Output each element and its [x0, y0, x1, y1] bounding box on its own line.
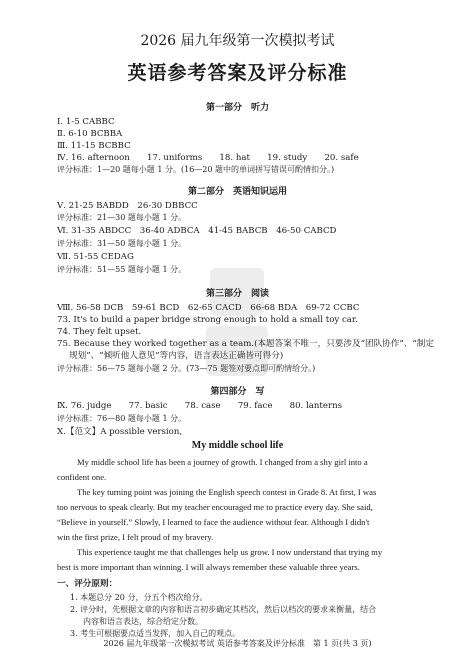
part2-line-5: Ⅶ. 51-55 CEDAG	[57, 252, 134, 262]
essay-p2-line-2: too nervous to speak clearly. But my teacher encouraged me to practice every day. She said,	[57, 502, 373, 512]
part1-line-4: Ⅳ. 16. afternoon 17. uniforms 18. hat 19. study 20. safe	[57, 153, 359, 163]
part3-q75: 75. Because they worked together as a team.(本题答案不唯一，只要涉及“团队协作”、“制定	[57, 339, 434, 349]
part2-line-6: 评分标准：51—55 题每小题 1 分。	[57, 265, 187, 274]
essay-title: My middle school life	[191, 440, 284, 451]
part2-line-2: 评分标准：21—30 题每小题 1 分。	[57, 213, 187, 222]
part1-standard: 评分标准：1—20 题每小题 1 分。(16—20 题中的单词拼写错误可酌情扣分。)	[57, 165, 335, 174]
part2-line-1: Ⅴ. 21-25 BABDD 26-30 DBBCC	[57, 201, 198, 211]
rule-3: 3. 考生可根据要点适当发挥，加入自己的观点。	[70, 629, 241, 638]
part3-line-1: Ⅷ. 56-58 DCB 59-61 BCD 62-65 CACD 66-68 BDA 69-72 CCBC	[57, 303, 360, 313]
part3-q75-cont: 规划”、“倾听他人意见”等内容，语言表达正确皆可得分)	[69, 351, 284, 361]
essay-p3-line-2: best is more important than winning. I will always remember these valuable three years.	[57, 562, 360, 572]
part4-line-1: Ⅸ. 76. judge 77. basic 78. case 79. face 80. lanterns	[57, 401, 343, 411]
part4-sample-label: Ⅹ.【范文】A possible version,	[57, 427, 183, 437]
essay-p2-line-3: “Believe in yourself.” Slowly, I learned to face the audience without fear. Although I didn't	[57, 517, 370, 527]
part4-heading: 第四部分 写	[210, 387, 265, 397]
rule-1: 1. 本题总分 20 分，分五个档次给分。	[70, 593, 208, 602]
essay-p2-line-1: The key turning point was joining the English speech contest in Grade 8. At first, I was	[77, 487, 377, 497]
essay-p1-line-2: confident one.	[57, 472, 107, 482]
essay-paragraph-3	[57, 545, 421, 575]
part1-line-3: Ⅲ. 11-15 BCBBC	[57, 141, 131, 151]
part4-standard: 评分标准：76—80 题每小题 1 分。	[57, 414, 187, 423]
part2-line-3: Ⅵ. 31-35 ABDCC 36-40 ADBCA 41-45 BABCB 46-50 CABCD	[57, 226, 337, 236]
part3-standard: 评分标准：56—75 题每小题 2 分。(73—75 题签对要点即可酌情给分。)	[57, 364, 316, 373]
essay-p1-line-1: My middle school life has been a journey of growth. I changed from a shy girl into a	[77, 457, 368, 467]
rules-heading: 一、评分原则：	[57, 579, 118, 589]
part1-heading: 第一部分 听力	[205, 103, 269, 113]
exam-title: 2026 届九年级第一次模拟考试	[140, 33, 335, 49]
essay-p2-line-4: win the first prize, I felt proud of my bravery.	[57, 532, 214, 542]
part3-q74: 74. They felt upset.	[57, 327, 142, 337]
essay-p3-line-1: This experience taught me that challenges help us grow. I now understand that trying my	[77, 547, 383, 557]
part2-heading: 第二部分 英语知识运用	[187, 187, 287, 197]
page-footer: 2026 届九年级第一次模拟考试 英语参考答案及评分标准 第 1 页(共 3 页)	[103, 639, 372, 648]
part3-q73: 73. It's to build a paper bridge strong enough to hold a small toy car.	[57, 315, 358, 325]
part1-line-2: Ⅱ. 6-10 BCBBA	[57, 129, 123, 139]
essay-paragraph-1	[57, 455, 421, 485]
part1-line-1: Ⅰ. 1-5 CABBC	[57, 117, 115, 127]
document-title: 英语参考答案及评分标准	[127, 62, 348, 84]
essay-paragraph-2	[57, 485, 421, 545]
part2-line-4: 评分标准：31—50 题每小题 1 分。	[57, 239, 187, 248]
rule-2-cont: 内容和语言表达，综合给定分数。	[83, 617, 203, 626]
rule-2: 2. 评分时，先根据文章的内容和语言初步确定其档次，然后以档次的要求来衡量，结合	[70, 605, 377, 614]
part3-heading: 第三部分 阅读	[205, 289, 269, 299]
